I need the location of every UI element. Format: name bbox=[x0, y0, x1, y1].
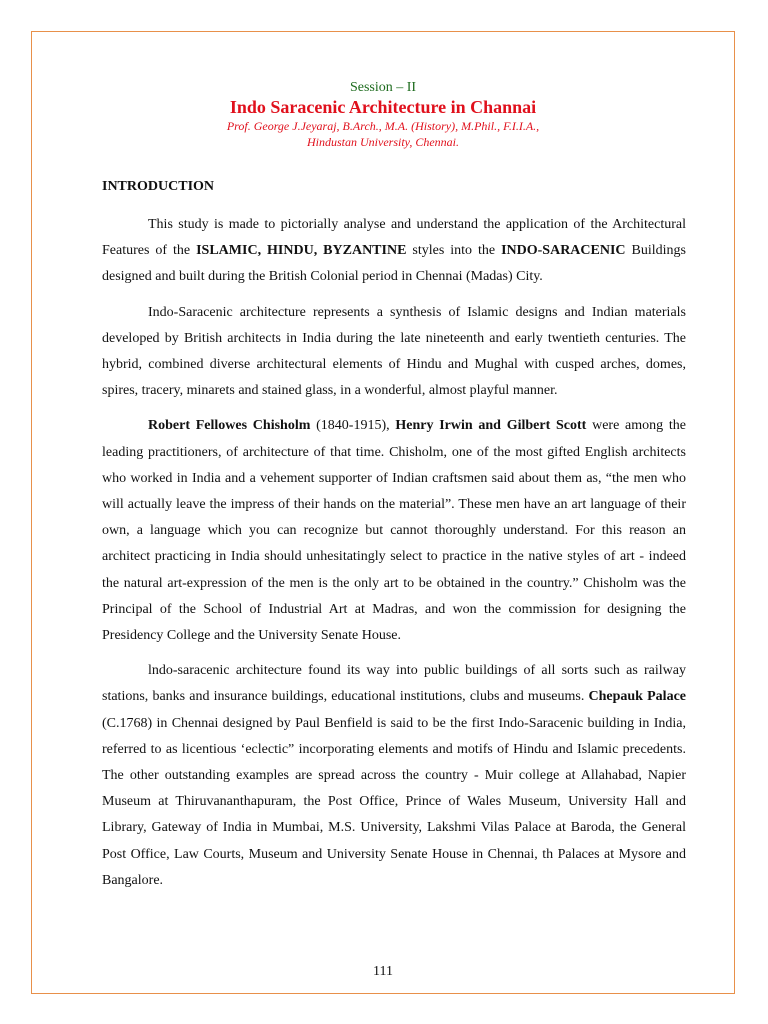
document-title: Indo Saracenic Architecture in Channai bbox=[229, 97, 537, 117]
section-heading: INTRODUCTION bbox=[102, 179, 215, 194]
text-run: Indo-Saracenic architecture represents a synthesis of Islamic designs and Indian materials developed by British architects in India during the late nineteenth and early twentieth centuries. The hybrid, combined diverse architectural elements of Hindu and Mughal with cusped arches, domes, spires, tracery, minarets and stained glass, in a wonderful, almost playful manner. bbox=[102, 304, 686, 399]
text-run: Buildings designed and built during the British Colonial period in Chennai (Madas) City. bbox=[102, 243, 686, 285]
bold-run: Henry Irwin and Gilbert Scott bbox=[395, 418, 587, 434]
author-credentials: Prof. George J.Jeyaraj, B.Arch., M.A. (History), M.Phil., F.I.I.A., bbox=[226, 119, 540, 133]
bold-run: INDO-SARACENIC bbox=[501, 243, 626, 259]
bold-run: Robert Fellowes Chisholm bbox=[148, 418, 311, 434]
bold-run: Chepauk Palace bbox=[588, 689, 687, 705]
paragraph-4 bbox=[102, 658, 686, 894]
bold-run: ISLAMIC, HINDU, BYZANTINE bbox=[196, 243, 407, 259]
document-body bbox=[102, 176, 686, 903]
session-label: Session – II bbox=[349, 80, 417, 95]
paragraph-2 bbox=[102, 300, 686, 405]
author-affiliation: Hindustan University, Chennai. bbox=[307, 135, 459, 149]
text-run: This study is made to pictorially analyse and understand the application of the Architectural Features of the bbox=[102, 217, 686, 259]
paragraph-3 bbox=[102, 413, 686, 649]
text-run: lndo-saracenic architecture found its way into public buildings of all sorts such as railway stations, banks and insurance buildings, educational institutions, clubs and museums. bbox=[102, 663, 686, 705]
paragraph-1 bbox=[102, 212, 686, 291]
text-run: (1840-1915), bbox=[310, 418, 396, 434]
text-run: were among the leading practitioners, of architecture of that time. Chisholm, one of the most gifted English architects who worked in India and a vehement supporter of Indian craftsmen said about them as, “the men who will actually leave the impress of their hands on the material”. These men have an art language of their own, a language which you can recognize but cannot thoroughly understand. For this reason an architect practicing in India should unhesitatingly select to practice in the native styles of art - indeed the natural art-expression of the men is the only art to be obtained in the country.” Chisholm was the Principal of the School of Industrial Art at Madras, and won the commission for designing the Presidency College and the University Senate House. bbox=[102, 418, 686, 644]
text-run: styles into the bbox=[406, 243, 502, 259]
text-run: (C.1768) in Chennai designed by Paul Benfield is said to be the first Indo-Saracenic building in India, referred to as licentious ‘eclectic” incorporating elements and motifs of Hindu and Islamic precedents. The other outstanding examples are spread across the country - Muir college at Allahabad, Napier Museum at Thiruvananthapuram, the Post Office, Prince of Wales Museum, University Hall and Library, Gateway of India in Mumbai, M.S. University, Lakshmi Vilas Palace at Baroda, the General Post Office, Law Courts, Museum and University Senate House in Chennai, th Palaces at Mysore and Bangalore. bbox=[102, 715, 686, 888]
page-number: 111 bbox=[373, 964, 393, 979]
document-header bbox=[31, 80, 735, 150]
